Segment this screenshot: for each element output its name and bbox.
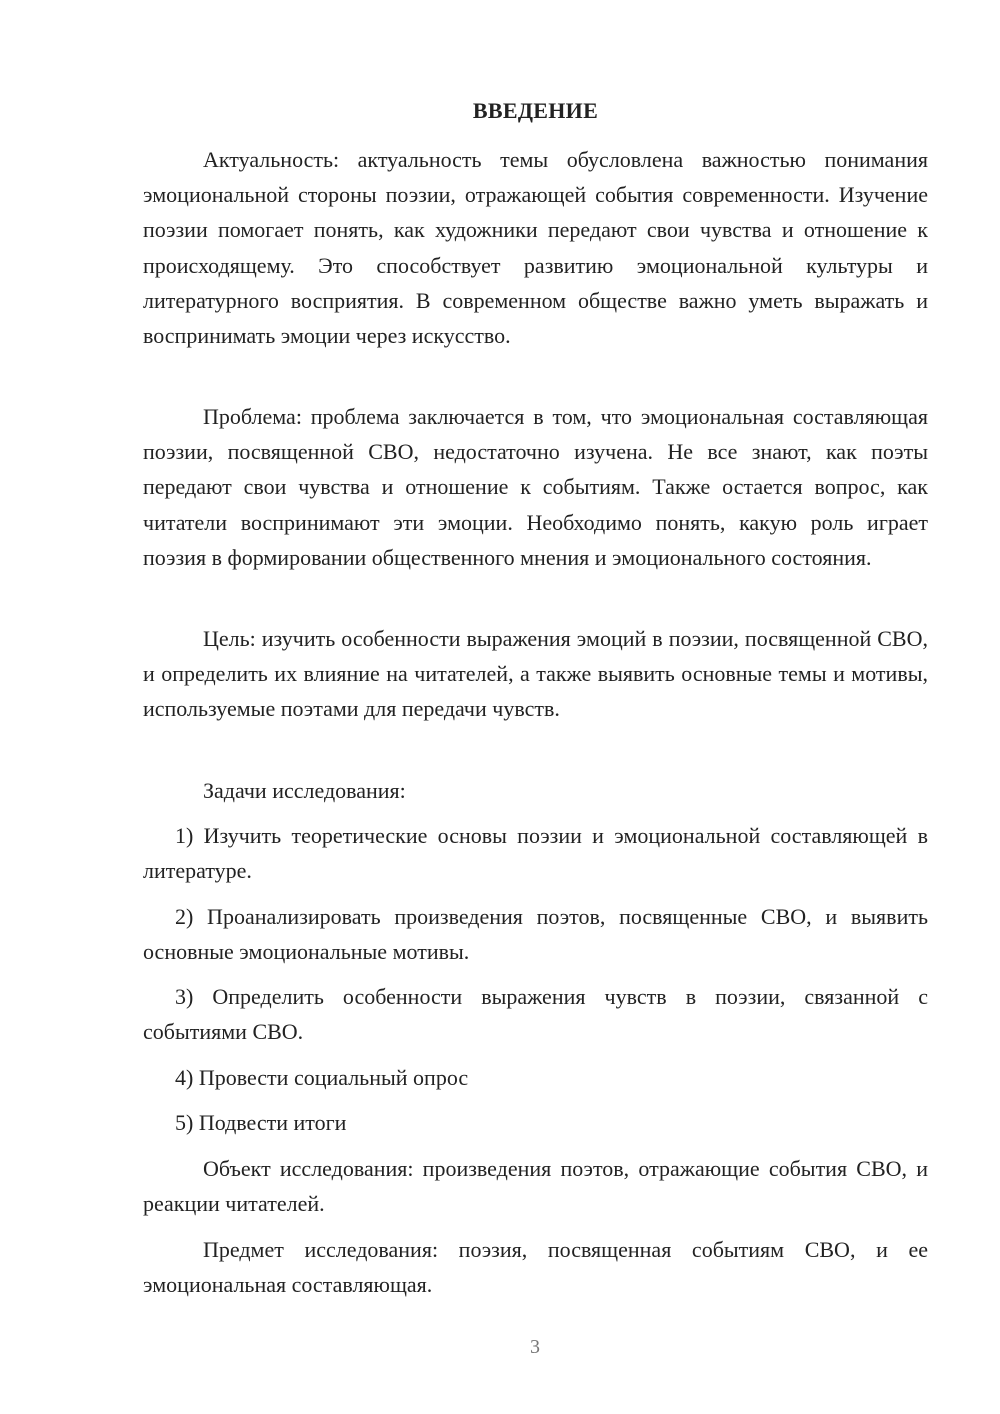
task-item-4: 4) Провести социальный опрос <box>175 1065 469 1090</box>
paragraph-goal: Цель: изучить особенности выражения эмоций в поэзии, посвященной СВО, и определить их влияние на читателей, а также выявить основные темы и мотивы, используемые поэтами для передачи чувств. <box>143 626 928 722</box>
paragraph-problem: Проблема: проблема заключается в том, что эмоциональная составляющая поэзии, посвященной СВО, недостаточно изучена. Не все знают, как поэты передают свои чувства и отношение к событиям. Также остается вопрос, как читатели воспринимают эти эмоции. Необходимо понять, какую роль играет поэзия в формировании общественного мнения и эмоционального состояния. <box>143 404 928 570</box>
page-number: 3 <box>530 1336 540 1358</box>
task-item-3: 3) Определить особенности выражения чувств в поэзии, связанной с событиями СВО. <box>143 984 928 1045</box>
paragraph-object: Объект исследования: произведения поэтов, отражающие события СВО, и реакции читателей. <box>143 1156 928 1217</box>
paragraph-subject: Предмет исследования: поэзия, посвященная событиям СВО, и ее эмоциональная составляющая. <box>143 1237 928 1298</box>
paragraph-relevance: Актуальность: актуальность темы обусловлена важностью понимания эмоциональной стороны поэзии, отражающей события современности. Изучение поэзии помогает понять, как художники передают свои чувства и отношение к происходящему. Это способствует развитию эмоциональной культуры и литературного восприятия. В современном обществе важно уметь выражать и воспринимать эмоции через искусство. <box>143 147 928 349</box>
task-item-2: 2) Проанализировать произведения поэтов, посвященные СВО, и выявить основные эмоциональные мотивы. <box>143 904 928 965</box>
task-item-5: 5) Подвести итоги <box>175 1110 347 1135</box>
tasks-heading: Задачи исследования: <box>203 778 406 803</box>
task-item-1: 1) Изучить теоретические основы поэзии и эмоциональной составляющей в литературе. <box>143 823 928 884</box>
page-title: ВВЕДЕНИЕ <box>472 98 599 123</box>
